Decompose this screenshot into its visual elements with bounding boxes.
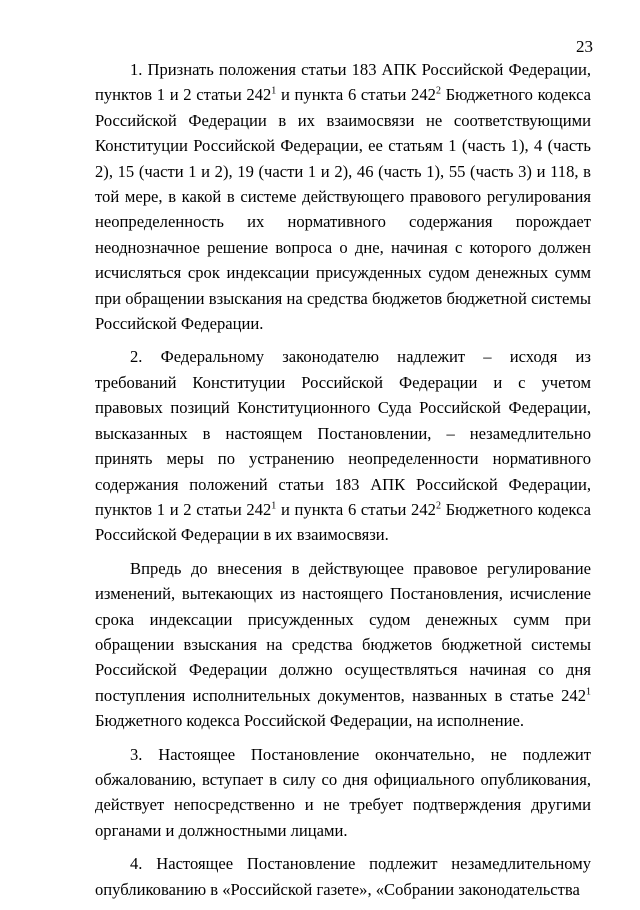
superscript: 1: [271, 85, 277, 97]
paragraph-1-text-b: и пункта 6 статьи 242: [276, 85, 436, 105]
superscript: 1: [586, 686, 591, 698]
document-body: [95, 57, 591, 910]
superscript: 1: [271, 500, 277, 512]
superscript: 2: [435, 85, 441, 97]
paragraph-1-text-a: 1. Признать положения статьи 183 АПК Российской Федерации, пунктов 1 и 2 статьи 242: [95, 60, 591, 105]
paragraph-2-text-c: Бюджетного кодекса Российской Федерации в их взаимосвязи.: [95, 499, 591, 545]
paragraph-2-text-b: и пункта 6 статьи 242: [276, 499, 436, 519]
paragraph-2: [95, 344, 591, 547]
superscript: 2: [435, 500, 441, 512]
paragraph-1-text-c: Бюджетного кодекса Российской Федерации в их взаимосвязи не соответствующими Конституции Российской Федерации, ее статьям 1 (часть 1), 4 (часть 2), 15 (части 1 и 2), 19 (части 1 и 2), 46 (часть 1), 55 (часть 3) и 118, в той мере, в какой в системе действующего правового регулирования неопределенность их нормативного содержания порождает неоднозначное решение вопроса о дне, начиная с которого должен исчисляться срок индексации присужденных судом денежных сумм при обращении взыскания на средства бюджетов бюджетной системы Российской Федерации.: [95, 85, 591, 334]
paragraph-3-text-a: Впредь до внесения в действующее правовое регулирование изменений, вытекающих из настоящего Постановления, исчисление срока индексации присужденных судом денежных сумм при обращении взыскания на средства бюджетов бюджетной системы Российской Федерации должно осуществляться начиная со дня поступления исполнительных документов, названных в статье 242: [95, 558, 591, 705]
paragraph-5: 4. Настоящее Постановление подлежит незамедлительному опубликованию в «Российской газете», «Собрании законодательства: [95, 854, 591, 899]
paragraph-3-text-b: Бюджетного кодекса Российской Федерации, на исполнение.: [95, 711, 524, 731]
paragraph-1: [95, 57, 591, 336]
page-number: 23: [576, 37, 593, 56]
paragraph-2-text-a: 2. Федеральному законодателю надлежит – исходя из требований Конституции Российской Федерации и с учетом правовых позиций Конституционного Суда Российской Федерации, высказанных в настоящем Постановлении, – незамедлительно принять меры по устранению неопределенности нормативного содержания положений статьи 183 АПК Российской Федерации, пунктов 1 и 2 статьи 242: [95, 347, 591, 519]
paragraph-4: 3. Настоящее Постановление окончательно, не подлежит обжалованию, вступает в силу со дня официального опубликования, действует непосредственно и не требует подтверждения другими органами и должностными лицами.: [95, 744, 591, 840]
paragraph-3: [95, 556, 591, 734]
